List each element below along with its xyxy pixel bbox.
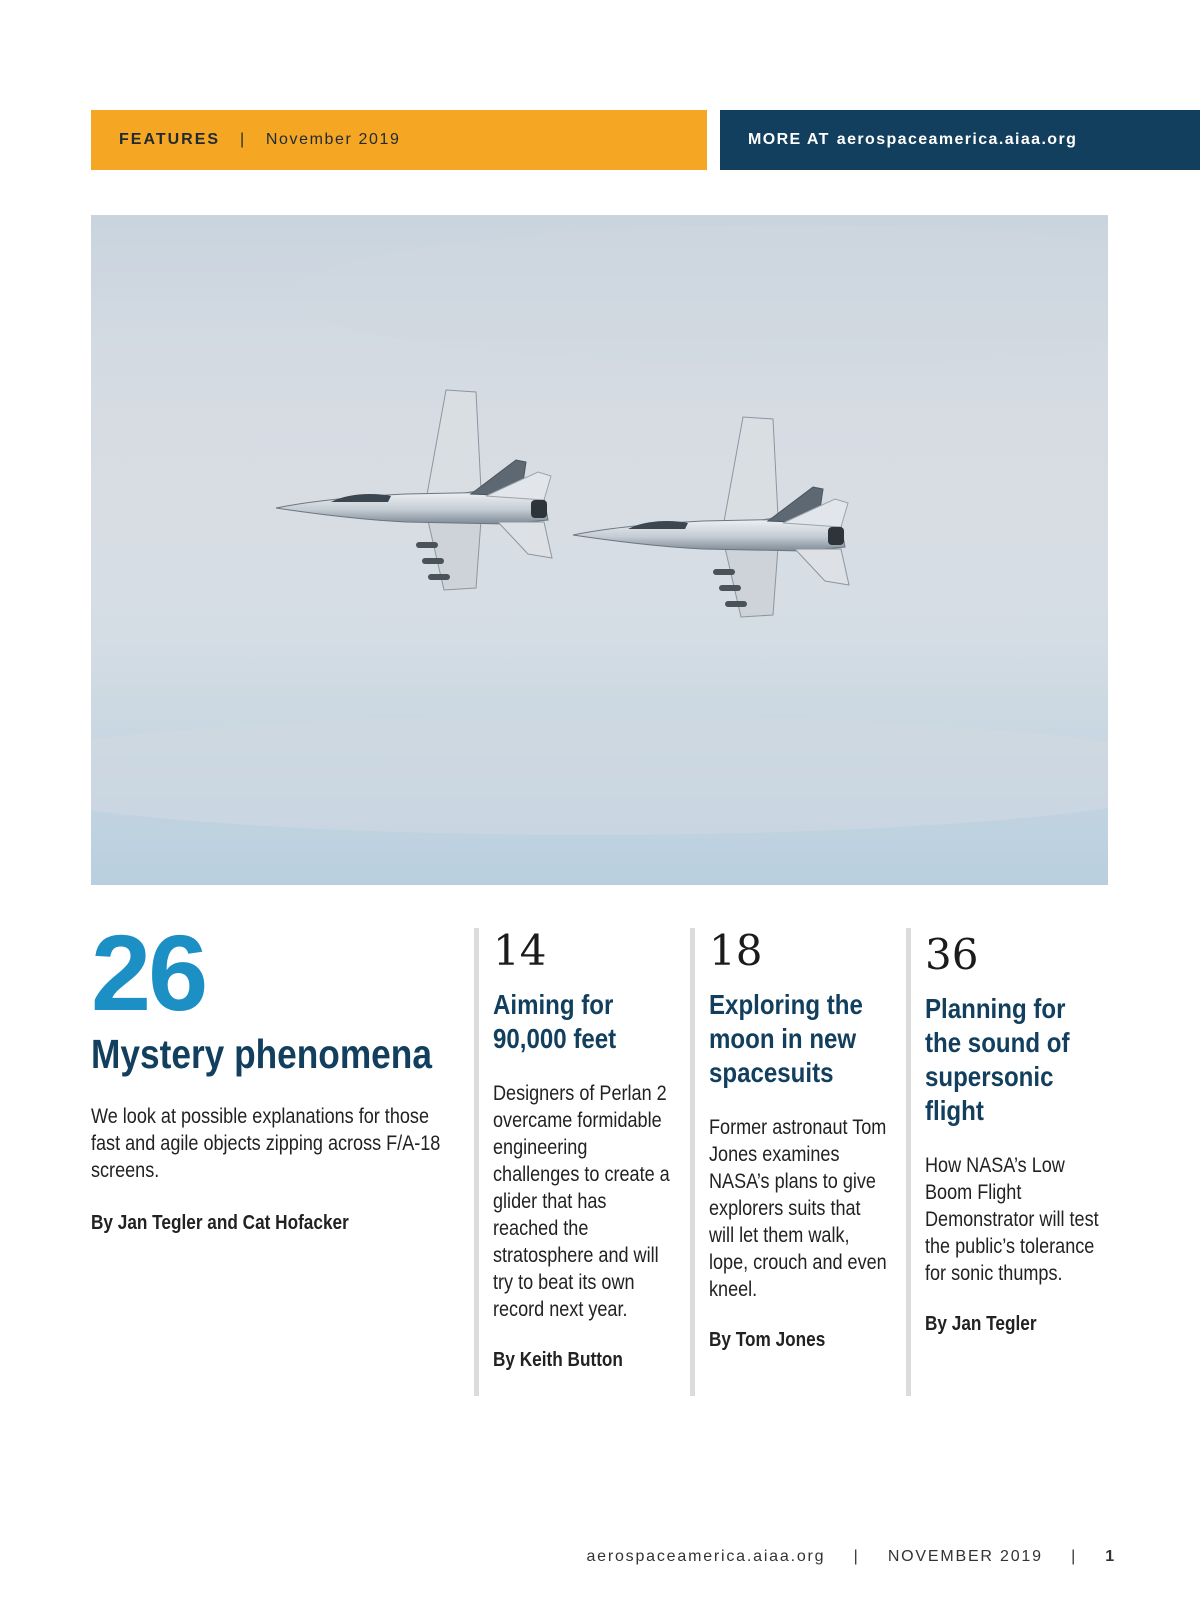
hero-photo-fighter-jets bbox=[91, 215, 1108, 885]
column-page-number: 36 bbox=[925, 930, 979, 979]
jets-illustration bbox=[91, 215, 1108, 885]
feature-column-2[interactable] bbox=[690, 928, 886, 1396]
column-page-number: 18 bbox=[709, 926, 763, 975]
feature-main-article[interactable] bbox=[91, 912, 451, 1236]
feature-description: We look at possible explanations for those fast and agile objects zipping across F/A-18 screens. bbox=[91, 1105, 441, 1182]
feature-title[interactable]: Mystery phenomena bbox=[91, 1031, 432, 1077]
page-footer bbox=[586, 1548, 1116, 1566]
column-description: Designers of Perlan 2 overcame formidable engineering challenges to create a glider that has reached the stratosphere and will try to beat its own record next year. bbox=[493, 1082, 670, 1321]
footer-website[interactable]: aerospaceamerica.aiaa.org bbox=[586, 1548, 826, 1565]
footer-separator: | bbox=[1071, 1548, 1078, 1565]
column-description: Former astronaut Tom Jones examines NASA’s plans to give explorers suits that will let them walk, lope, crouch and even kneel. bbox=[709, 1116, 887, 1301]
footer-issue: NOVEMBER 2019 bbox=[887, 1548, 1043, 1565]
feature-column-1[interactable] bbox=[474, 928, 670, 1396]
column-byline: By Jan Tegler bbox=[925, 1313, 1037, 1335]
column-title[interactable]: Exploring the moon in new spacesuits bbox=[709, 989, 863, 1088]
column-title[interactable]: Planning for the sound of supersonic flight bbox=[925, 993, 1070, 1126]
column-title[interactable]: Aiming for 90,000 feet bbox=[493, 989, 617, 1054]
column-byline: By Tom Jones bbox=[709, 1329, 826, 1351]
section-header-bar bbox=[91, 110, 707, 170]
feature-page-number: 26 bbox=[91, 912, 206, 1033]
issue-date: November 2019 bbox=[265, 131, 401, 148]
more-at-label: MORE AT bbox=[748, 131, 830, 148]
column-byline: By Keith Button bbox=[493, 1349, 623, 1371]
column-description: How NASA’s Low Boom Flight Demonstrator will test the public’s tolerance for sonic thumps. bbox=[925, 1154, 1099, 1285]
feature-byline: By Jan Tegler and Cat Hofacker bbox=[91, 1212, 349, 1234]
feature-column-3[interactable] bbox=[906, 928, 1116, 1396]
website-banner[interactable] bbox=[720, 110, 1200, 170]
footer-page-number: 1 bbox=[1105, 1548, 1116, 1565]
website-link[interactable]: aerospaceamerica.aiaa.org bbox=[836, 131, 1078, 148]
section-label: FEATURES bbox=[119, 131, 221, 148]
footer-separator: | bbox=[853, 1548, 860, 1565]
header-separator: | bbox=[240, 131, 246, 148]
column-page-number: 14 bbox=[493, 926, 547, 975]
